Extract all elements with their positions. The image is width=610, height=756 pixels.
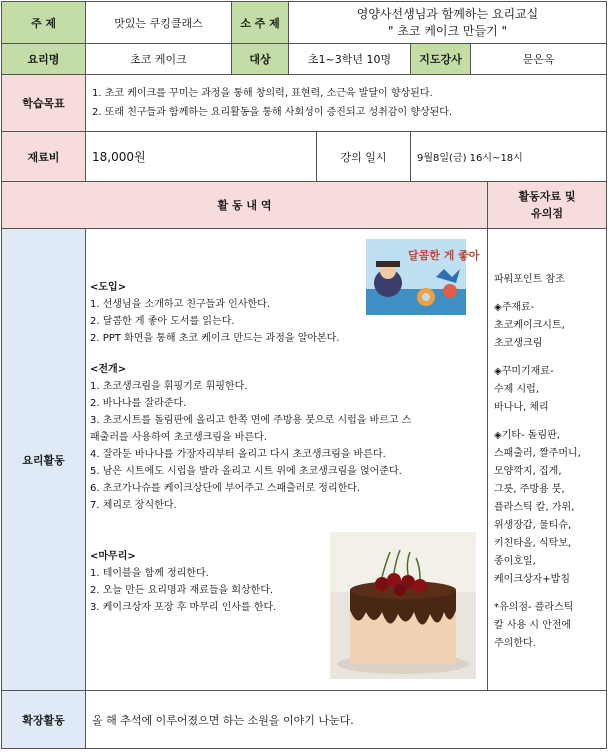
subtopic-label: 소 주 제 <box>232 2 289 44</box>
cost-label: 재료비 <box>2 132 86 182</box>
materials-etc-item: 그릇, 주방용 붓, <box>494 484 565 495</box>
materials-deco-item: 수제 시럽, <box>494 384 539 395</box>
materials-caution: 주의한다. <box>494 638 536 649</box>
chocolate-cake-image <box>330 532 476 679</box>
dev-step: 7. 체리로 장식한다. <box>90 500 177 511</box>
materials-main-title: ◈주재료- <box>494 302 535 313</box>
intro-step: 1. 선생님을 소개하고 친구들과 인사한다. <box>90 299 270 310</box>
materials-main-item: 초코케이크시트, <box>494 320 565 331</box>
dev-step: 5. 남은 시트에도 시럽을 발라 올리고 시트 위에 초코생크림을 얹어준다. <box>90 466 402 477</box>
subject-value: 맛있는 쿠킹클래스 <box>86 2 232 44</box>
materials-etc-item: 위생장갑, 물티슈, <box>494 520 572 531</box>
target-value: 초1~3학년 10명 <box>289 44 411 75</box>
materials-header <box>488 182 607 229</box>
materials-deco-item: 바나나, 체리 <box>494 402 549 413</box>
extension-text: 올 해 추석에 이루어졌으면 하는 소원을 이야기 나눈다. <box>86 691 607 749</box>
dev-step: 1. 초코생크림을 휘핑기로 휘핑한다. <box>90 381 248 392</box>
end-step: 2. 오늘 만든 요리명과 재료들을 회상한다. <box>90 585 274 596</box>
materials-deco-title: ◈꾸미기재료- <box>494 366 554 377</box>
teacher-label: 지도강사 <box>411 44 471 75</box>
materials-main-item: 초코생크림 <box>494 338 543 349</box>
materials-caution: 칼 사용 시 안전에 <box>494 620 572 631</box>
materials-etc-item: 종이호일, <box>494 556 536 567</box>
book-cover-image <box>366 239 480 315</box>
materials-etc-item: 키친타올, 식탁보, <box>494 538 572 549</box>
materials-content <box>488 229 607 691</box>
target-label: 대상 <box>232 44 289 75</box>
end-step: 3. 케이크상자 포장 후 마무리 인사를 한다. <box>90 602 277 613</box>
cooking-content <box>86 229 488 691</box>
dev-step: 6. 초코가나슈를 케이크상단에 부어주고 스패출러로 정리한다. <box>90 483 361 494</box>
goals-content <box>86 75 607 132</box>
materials-caution: *유의점- 플라스틱 <box>494 602 574 613</box>
dev-step: 2. 바나나를 잘라준다. <box>90 398 187 409</box>
intro-step: 2. 달콤한 게 좋아 도서를 읽는다. <box>90 316 235 327</box>
time-value: 9월8일(금) 16시~18시 <box>411 132 607 182</box>
time-label: 강의 일시 <box>317 132 411 182</box>
materials-ppt: 파워포인트 참조 <box>494 274 565 285</box>
subtopic-value <box>289 2 607 44</box>
materials-etc-title: ◈기타- 돌림판, <box>494 430 560 441</box>
cooking-label: 요리활동 <box>2 229 86 691</box>
end-title: <마무리> <box>90 551 136 562</box>
subject-label: 주 제 <box>2 2 86 44</box>
intro-title: <도입> <box>90 282 127 293</box>
activity-content-header: 활 동 내 역 <box>2 182 488 229</box>
intro-step: 2. PPT 화면을 통해 초코 케이크 만드는 과정을 알아본다. <box>90 333 340 344</box>
materials-etc-item: 모양깍지, 집게, <box>494 466 562 477</box>
dev-title: <전개> <box>90 364 127 375</box>
cost-value: 18,000원 <box>86 132 317 182</box>
dish-value: 초코 케이크 <box>86 44 232 75</box>
teacher-value: 문은옥 <box>471 44 607 75</box>
dish-label: 요리명 <box>2 44 86 75</box>
materials-header-line: 유의점 <box>531 207 563 220</box>
materials-etc-item: 케이크상자+밥침 <box>494 574 570 585</box>
subtopic-line-1: 영양사선생님과 함께하는 요리교실 <box>356 6 539 21</box>
goal-item: 1. 초코 케이크를 꾸미는 과정을 통해 창의력, 표현력, 소근육 발달이 향상된다. <box>92 88 433 99</box>
dev-step: 4. 잘라둔 바나나를 가장자리부터 올리고 다시 초코생크림을 바른다. <box>90 449 386 460</box>
materials-header-line: 활동자료 및 <box>518 190 576 203</box>
goals-label: 학습목표 <box>2 75 86 132</box>
materials-etc-item: 스패출러, 짤주머니, <box>494 448 581 459</box>
materials-etc-item: 플라스틱 칼, 가위, <box>494 502 575 513</box>
book-title-text: 달콤한 게 좋아 <box>408 249 480 262</box>
subtopic-line-2: " 초코 케이크 만들기 " <box>387 23 508 38</box>
lesson-plan-table <box>1 1 607 749</box>
end-step: 1. 테이블을 함께 정리한다. <box>90 568 209 579</box>
goal-item: 2. 또래 친구들과 함께하는 요리활동을 통해 사회성이 증진되고 성취감이 향상된다. <box>92 107 453 118</box>
dev-step: 3. 초코시트를 돌림판에 올리고 한쪽 면에 주방용 붓으로 시럽을 바르고 스 <box>90 415 412 426</box>
dev-step: 패출러를 사용하여 초코생크림을 바른다. <box>90 432 267 443</box>
extension-label: 확장활동 <box>2 691 86 749</box>
